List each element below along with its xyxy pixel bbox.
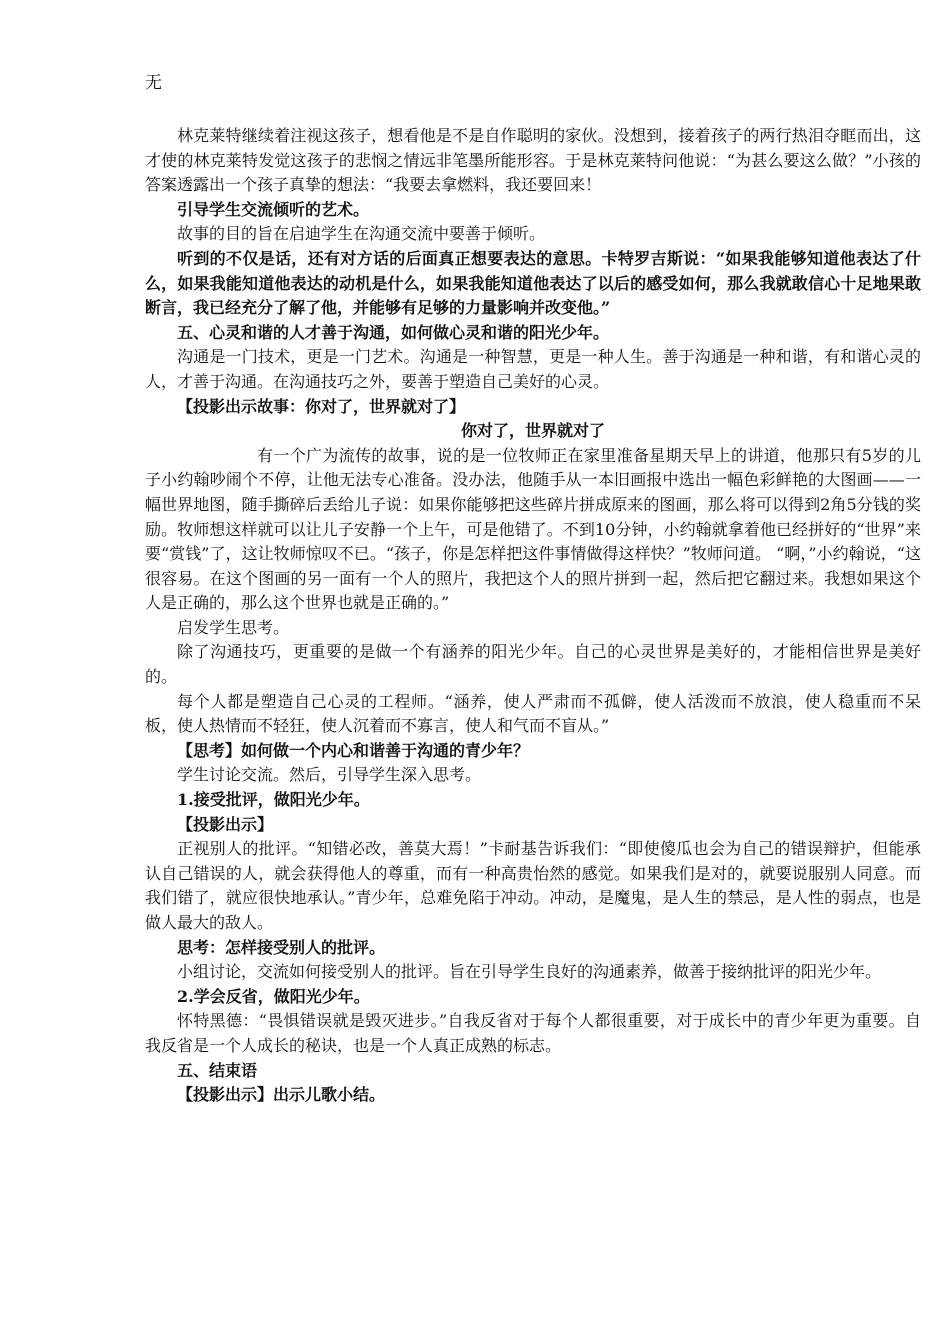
- section-heading: 引导学生交流倾听的艺术。: [177, 199, 370, 219]
- story-paragraph: 有一个广为流传的故事，说的是一位牧师正在家里准备星期天早上的讲道，他那只有5岁的儿子小约翰吵闹个不停，让他无法专心准备。没办法，他随手从一本旧画报中选出一幅色彩鲜艳的大图画——一幅世界地图，随手撕碎后丢给儿子说：如果你能够把这些碎片拼成原来的图画，那么将可以得到2角5分钱的奖励。牧师想这样就可以让儿子安静一个上午，可是他错了。不到10分钟，小约翰就拿着他已经拼好的“世界”来要“赏钱”了，这让牧师惊叹不已。“孩子，你是怎样把这件事情做得这样快？”牧师问道。 “啊，”小约翰说，“这很容易。在这个图画的另一面有一个人的照片，我把这个人的照片拼到一起，然后把它翻过来。我想如果这个人是正确的，那么这个世界也就是正确的。”: [145, 445, 921, 613]
- quote-paragraph: 听到的不仅是话，还有对方话的后面真正想要表达的意思。卡特罗吉斯说：“如果我能够知道他表达了什么，如果我能知道他表达的动机是什么，如果我能知道他表达了以后的感受如何，那么我就敢信心十足地果敢断言，我已经充分了解了他，并能够有足够的力量影响并改变他。”: [145, 248, 921, 318]
- story-paragraph: 林克莱特继续着注视这孩子，想看他是不是自作聪明的家伙。没想到，接着孩子的两行热泪夺眶而出，这才使的林克莱特发觉这孩子的悲悯之情远非笔墨所能形容。于是林克莱特问他说：“为甚么要这么做？”小孩的答案透露出一个孩子真挚的想法：“我要去拿燃料，我还要回来！: [145, 126, 921, 195]
- body-paragraph: 小组讨论，交流如何接受别人的批评。旨在引导学生良好的沟通素养，做善于接纳批评的阳光少年。: [177, 962, 882, 982]
- projection-note: 【投影出示故事：你对了，世界就对了】: [177, 396, 466, 416]
- subsection-heading: 1.接受批评，做阳光少年。: [177, 790, 370, 810]
- section-heading: 五、结束语: [177, 1060, 258, 1080]
- think-question: 【思考】如何做一个内心和谐善于沟通的青少年？: [177, 740, 530, 760]
- body-paragraph: 沟通是一门技术，更是一门艺术。沟通是一种智慧，更是一种人生。善于沟通是一种和谐，有和谐心灵的人，才善于沟通。在沟通技巧之外，要善于塑造自己美好的心灵。: [145, 347, 921, 391]
- body-paragraph: 每个人都是塑造自己心灵的工程师。“涵养，使人严肃而不孤僻，使人活泼而不放浪，使人稳重而不呆板，使人热情而不轻狂，使人沉着而不寡言，使人和气而不盲从。”: [145, 691, 921, 736]
- body-paragraph: 故事的目的旨在启迪学生在沟通交流中要善于倾听。: [177, 224, 546, 244]
- think-question: 思考：怎样接受别人的批评。: [177, 937, 386, 957]
- subsection-heading: 2.学会反省，做阳光少年。: [177, 986, 370, 1006]
- body-paragraph: 学生讨论交流。然后，引导学生深入思考。: [177, 765, 482, 785]
- document-body: [145, 124, 921, 1108]
- projection-note: 【投影出示】: [177, 814, 274, 834]
- body-paragraph: 怀特黑德：“畏惧错误就是毁灭进步。”自我反省对于每个人都很重要，对于成长中的青少年更为重要。自我反省是一个人成长的秘诀，也是一个人真正成熟的标志。: [145, 1011, 921, 1055]
- story-title: 你对了，世界就对了: [460, 421, 605, 441]
- page-header: 无: [145, 73, 162, 93]
- body-paragraph: 除了沟通技巧，更重要的是做一个有涵养的阳光少年。自己的心灵世界是美好的，才能相信世界是美好的。: [145, 642, 921, 687]
- section-heading: 五、心灵和谐的人才善于沟通，如何做心灵和谐的阳光少年。: [177, 322, 610, 342]
- projection-note: 【投影出示】出示儿歌小结。: [177, 1085, 386, 1105]
- body-paragraph: 正视别人的批评。“知错必改，善莫大焉！”卡耐基告诉我们：“即使傻瓜也会为自己的错误辩护，但能承认自己错误的人，就会获得他人的尊重，而有一种高贵怡然的感觉。如果我们是对的，就要说服别人同意。而我们错了，就应很快地承认。”青少年，总难免陷于冲动。冲动，是魔鬼，是人生的禁忌，是人性的弱点，也是做人最大的敌人。: [145, 839, 921, 932]
- body-paragraph: 启发学生思考。: [177, 617, 290, 637]
